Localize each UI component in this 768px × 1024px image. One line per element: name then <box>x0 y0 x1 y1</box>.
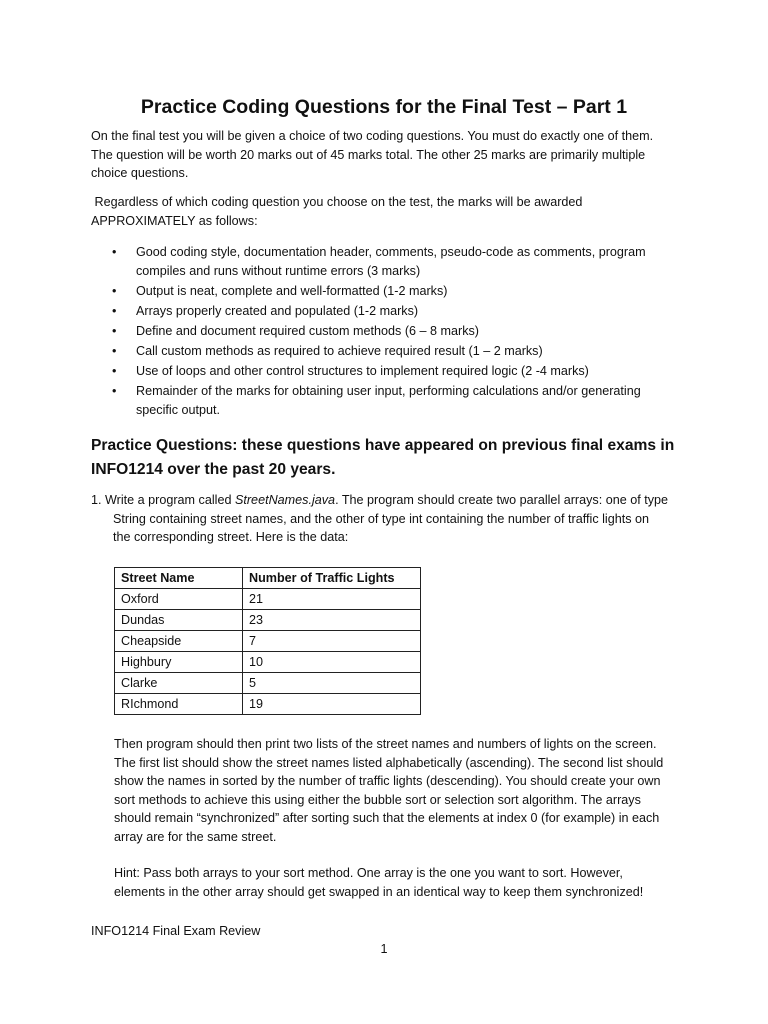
table-cell-street: RIchmond <box>115 694 243 715</box>
hint-line: Hint: Pass both arrays to your sort method. One array is the one you want to sort. However, <box>114 866 623 880</box>
table-cell-street: Clarke <box>115 673 243 694</box>
bullet-item <box>108 342 688 361</box>
heading-line: INFO1214 over the past 20 years. <box>91 461 336 478</box>
intro-line: choice questions. <box>91 166 189 180</box>
instruction-line: array are for the same street. <box>114 829 277 844</box>
bullet-text: Use of loops and other control structures to implement required logic (2 -4 marks) <box>136 363 589 378</box>
table-cell-street: Cheapside <box>115 631 243 652</box>
instruction-line: Then program should then print two lists of the street names and numbers of lights on the screen. <box>114 737 657 751</box>
table-cell-lights: 7 <box>243 631 421 652</box>
table-header-row <box>115 568 421 589</box>
sorting-instructions <box>114 735 674 847</box>
bullet-text: Define and document required custom methods (6 – 8 marks) <box>136 323 479 338</box>
bullet-icon: • <box>112 323 117 338</box>
bullet-text: compiles and runs without runtime errors (3 marks) <box>136 263 421 278</box>
table-row <box>115 610 421 631</box>
bullet-item <box>108 282 688 301</box>
bullet-item <box>108 362 688 381</box>
hint-line: elements in the other array should get swapped in an identical way to keep them synchronized! <box>114 884 644 899</box>
bullet-icon: • <box>112 363 117 378</box>
bullet-item <box>108 382 688 419</box>
hint-paragraph <box>114 864 674 901</box>
bullet-text: Good coding style, documentation header, comments, pseudo-code as comments, program <box>136 245 646 259</box>
table-cell-lights: 19 <box>243 694 421 715</box>
intro-line: The question will be worth 20 marks out of 45 marks total. The other 25 marks are primarily multiple <box>91 147 646 162</box>
table-header-traffic-lights: Number of Traffic Lights <box>243 568 421 589</box>
instruction-line: sort methods to achieve this using either the bubble sort or selection sort algorithm. The arrays <box>114 792 641 807</box>
page-title: Practice Coding Questions for the Final Test – Part 1 <box>140 96 628 118</box>
bullet-icon: • <box>112 283 117 298</box>
table-row <box>115 631 421 652</box>
bullet-icon: • <box>112 303 117 318</box>
bullet-icon: • <box>112 245 117 259</box>
table-cell-lights: 10 <box>243 652 421 673</box>
instruction-line: should remain “synchronized” after sorting such that the elements at index 0 (for example) in each <box>114 811 660 826</box>
bullet-item <box>108 302 688 321</box>
question-1-filename: StreetNames.java <box>234 493 336 507</box>
table-cell-lights: 21 <box>243 589 421 610</box>
practice-questions-heading <box>91 434 691 482</box>
table-cell-street: Highbury <box>115 652 243 673</box>
intro-paragraph <box>91 127 691 183</box>
heading-line: Practice Questions: these questions have appeared on previous final exams in <box>91 437 675 454</box>
instruction-line: show the names in sorted by the number of traffic lights (descending). You should create your own <box>114 774 661 789</box>
marks-intro-line: Regardless of which coding question you choose on the test, the marks will be awarded <box>91 195 583 209</box>
table-row <box>115 652 421 673</box>
page-footer: INFO1214 Final Exam Review <box>91 924 261 938</box>
street-data-table <box>114 567 421 715</box>
bullet-icon: • <box>112 384 117 399</box>
table-cell-lights: 5 <box>243 673 421 694</box>
bullet-item <box>108 243 688 280</box>
instruction-line: The first list should show the street names listed alphabetically (ascending). The second list should <box>114 755 664 770</box>
table-row <box>115 673 421 694</box>
bullet-icon: • <box>112 343 117 358</box>
intro-line: On the final test you will be given a choice of two coding questions. You must do exactly one of them. <box>91 129 654 143</box>
question-1-line: String containing street names, and the other of type int containing the number of traffic lights on <box>113 511 650 526</box>
bullet-text: Call custom methods as required to achieve required result (1 – 2 marks) <box>136 343 543 358</box>
bullet-text: Remainder of the marks for obtaining user input, performing calculations and/or generating <box>136 384 641 399</box>
question-1-first-line <box>91 491 691 510</box>
marks-intro-line: APPROXIMATELY as follows: <box>91 213 258 228</box>
bullet-text: specific output. <box>136 402 221 417</box>
question-1 <box>91 491 691 547</box>
page-number: 1 <box>380 942 388 956</box>
table-cell-street: Oxford <box>115 589 243 610</box>
table-row <box>115 694 421 715</box>
marks-bullet-list <box>108 243 688 421</box>
table-row <box>115 589 421 610</box>
marks-intro-paragraph <box>91 193 691 230</box>
table-header-street-name: Street Name <box>115 568 243 589</box>
question-1-rest: . The program should create two parallel arrays: one of type <box>335 493 669 507</box>
bullet-text: Arrays properly created and populated (1-2 marks) <box>136 303 419 318</box>
question-1-line: the corresponding street. Here is the data: <box>113 530 349 545</box>
table-cell-street: Dundas <box>115 610 243 631</box>
bullet-text: Output is neat, complete and well-formatted (1-2 marks) <box>136 283 448 298</box>
table-cell-lights: 23 <box>243 610 421 631</box>
bullet-item <box>108 322 688 341</box>
question-1-prefix: 1. Write a program called <box>91 493 235 507</box>
